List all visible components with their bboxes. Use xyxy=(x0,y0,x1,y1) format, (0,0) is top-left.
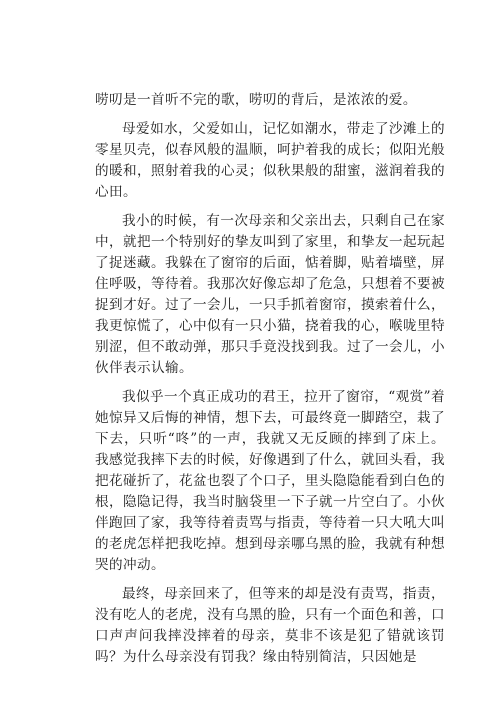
paragraph-1: 唠叨是一首听不完的歌，唠叨的背后，是浓浓的爱。 xyxy=(95,92,417,108)
paragraph-2: 母爱如水，父爱如山，记忆如潮水，带走了沙滩上的零星贝壳，似春风般的温顺，呵护着我的成长；似阳光般的暖和，照射着我的心灵；似秋果般的甜蜜，滋润着我的心田。 xyxy=(95,121,445,200)
document-body xyxy=(95,90,445,676)
paragraph-5: 最终，母亲回来了，但等来的却是没有责骂，指责，没有吃人的老虎，没有乌黑的脸，只有一个面色和善，口口声声问我摔没摔着的母亲，莫非不该是犯了错就该罚吗？为什么母亲没有罚我？缘由特别简洁，只因她是 xyxy=(95,586,445,665)
paragraph-3: 我小的时候，有一次母亲和父亲出去，只剩自己在家中，就把一个特别好的挚友叫到了家里，和挚友一起玩起了捉迷藏。我躲在了窗帘的后面，惦着脚，贴着墙壁，屏住呼吸，等待着。我那次好像忘却了危急，只想着不要被捉到才好。过了一会儿，一只手抓着窗帘，摸索着什么，我更惊慌了，心中似有一只小猫，挠着我的心，喉咙里特别涩，但不敢动弹，那只手竟没找到我。过了一会儿，小伙伴表示认输。 xyxy=(95,213,445,376)
paragraph-4: 我似乎一个真正成功的君王，拉开了窗帘，“观赏”着她惊异又后悔的神情，想下去，可最终竟一脚踏空，栽了下去，只听“咚”的一声，我就又无反顾的摔到了床上。我感觉我摔下去的时候，好像遇到了什么，就回头看，我把花碰折了，花盆也裂了个口子，里头隐隐能看到白色的根，隐隐记得，我当时脑袋里一下子就一片空白了。小伙伴跑回了家，我等待着责骂与指责，等待着一只大吼大叫的老虎怎样把我吃掉。想到母亲哪乌黑的脸，我就有种想哭的冲动。 xyxy=(95,389,445,573)
